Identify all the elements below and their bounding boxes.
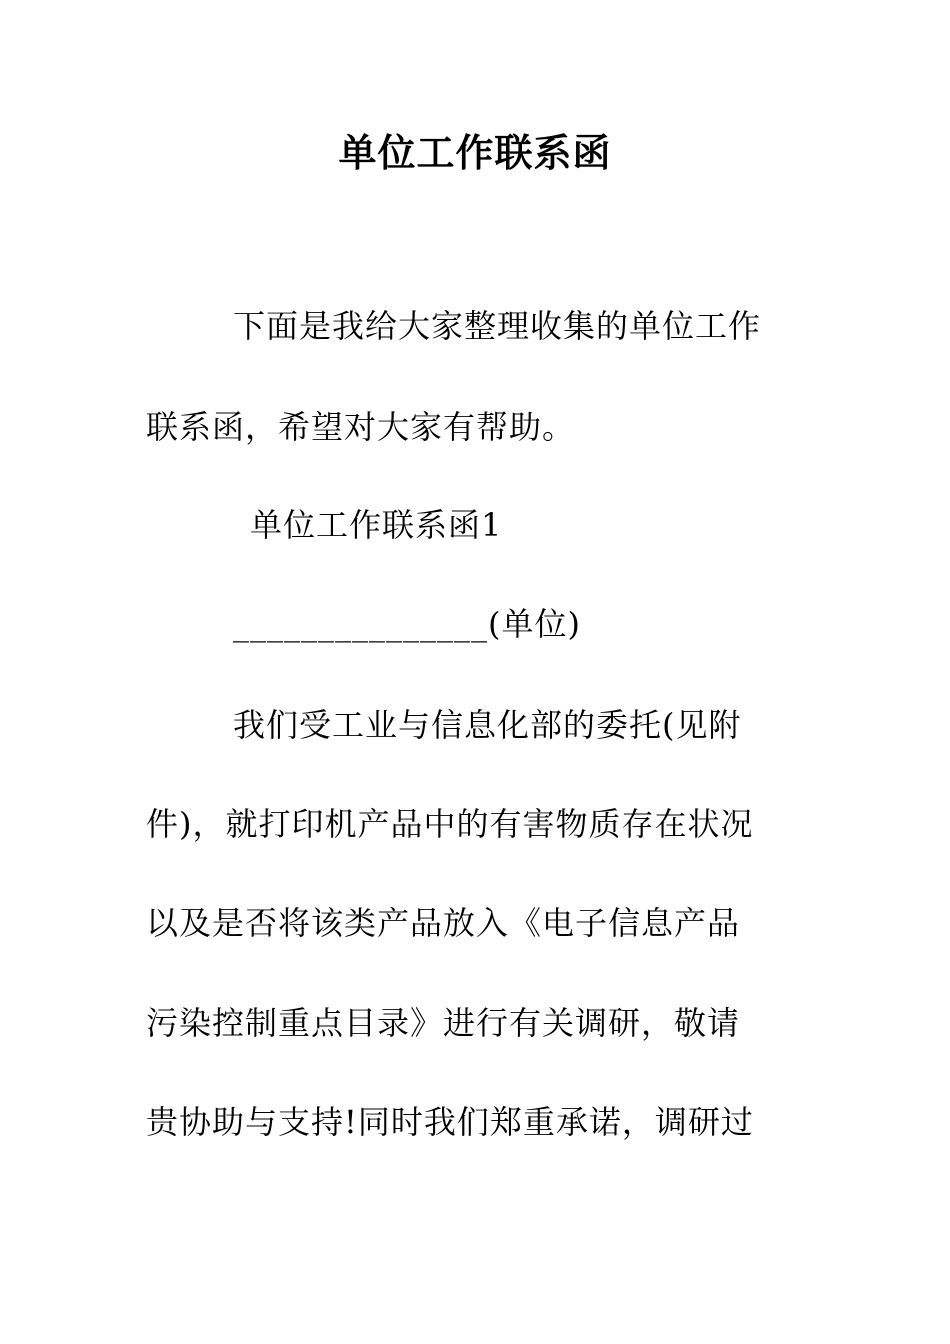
recipient-line: _______________(单位) — [233, 605, 581, 643]
body-line-3: 以及是否将该类产品放入《电子信息产品 — [146, 904, 741, 942]
body-line-5: 贵协助与支持!同时我们郑重承诺，调研过 — [146, 1103, 754, 1141]
intro-line-1: 下面是我给大家整理收集的单位工作 — [233, 307, 762, 345]
body-line-2: 件)，就打印机产品中的有害物质存在状况 — [146, 805, 754, 843]
intro-line-2: 联系函，希望对大家有帮助。 — [146, 408, 576, 446]
document-title: 单位工作联系函 — [338, 130, 612, 175]
letter-heading: 单位工作联系函1 — [250, 506, 503, 544]
body-line-1: 我们受工业与信息化部的委托(见附 — [233, 706, 742, 744]
body-line-4: 污染控制重点目录》进行有关调研，敬请 — [146, 1004, 741, 1042]
